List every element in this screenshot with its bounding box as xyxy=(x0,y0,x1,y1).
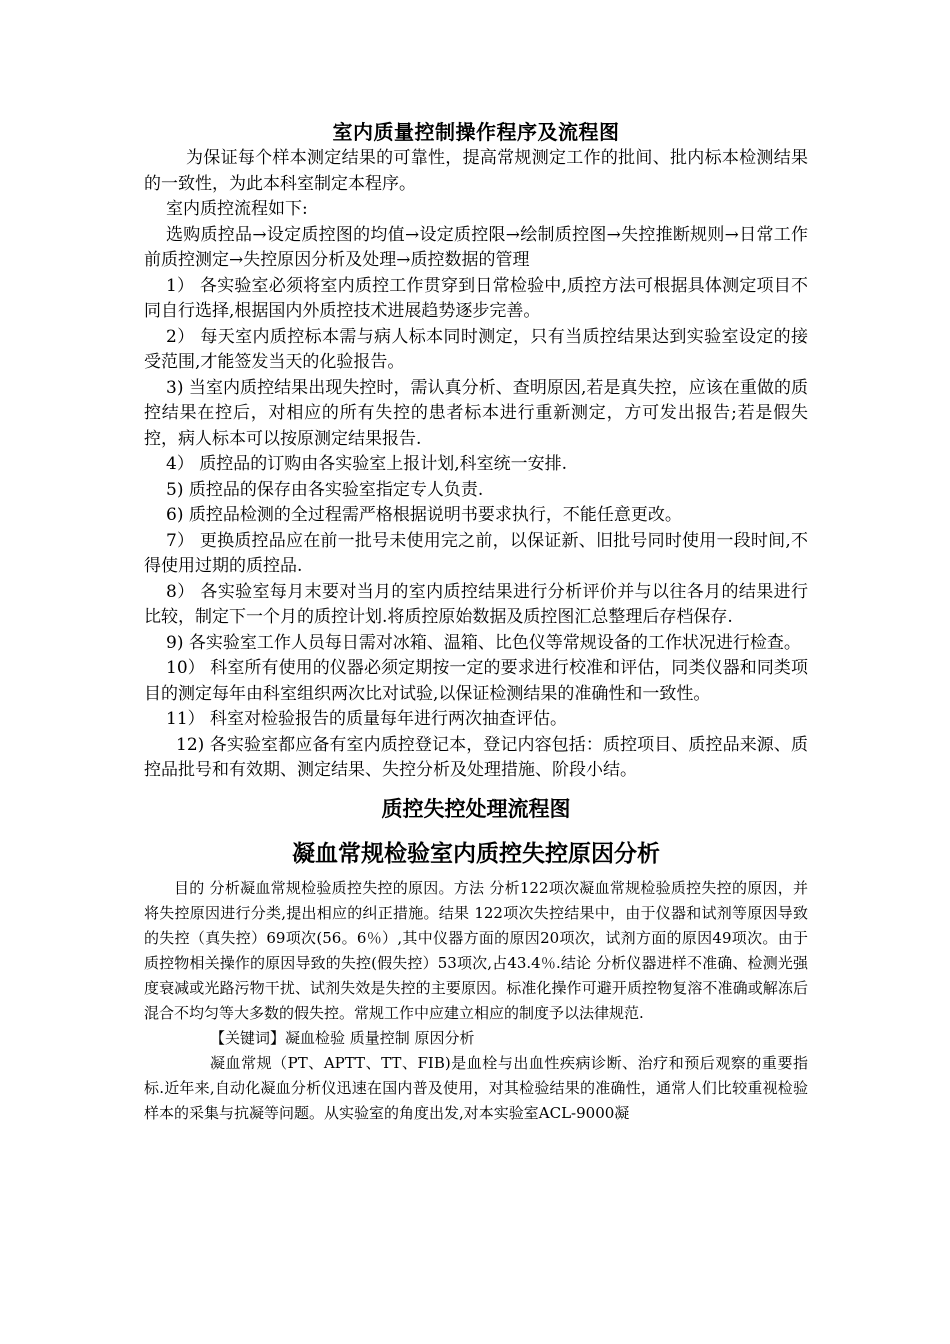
list-item: 12) 各实验室都应备有室内质控登记本，登记内容包括：质控项目、质控品来源、质控品批号和有效期、测定结果、失控分析及处理措施、阶段小结。 xyxy=(144,734,808,780)
list-item: 3) 当室内质控结果出现失控时，需认真分析、查明原因,若是真失控，应该在重做的质控结果在控后，对相应的所有失控的患者标本进行重新测定，方可发出报告;若是假失控，病人标本可以按原测定结果报告. xyxy=(144,377,808,449)
analysis-section xyxy=(144,876,808,1126)
document-page xyxy=(144,118,808,1126)
procedure-section xyxy=(144,146,808,784)
document-title: 室内质量控制操作程序及流程图 xyxy=(332,120,620,144)
list-item: 11） 科室对检验报告的质量每年进行两次抽查评估。 xyxy=(166,709,568,729)
list-item: 6) 质控品检测的全过程需严格根据说明书要求执行，不能任意更改。 xyxy=(166,505,682,525)
list-item: 8） 各实验室每月末要对当月的室内质控结果进行分析评价并与以往各月的结果进行比较，制定下一个月的质控计划.将质控原始数据及质控图汇总整理后存档保存. xyxy=(144,581,808,627)
list-item: 5) 质控品的保存由各实验室指定专人负责. xyxy=(166,479,484,500)
analysis-title: 凝血常规检验室内质控失控原因分析 xyxy=(292,839,660,867)
intro-paragraph: 为保证每个样本测定结果的可靠性，提高常规测定工作的批间、批内标本检测结果的一致性，为此本科室制定本程序。 xyxy=(144,148,808,194)
flowchart-title: 质控失控处理流程图 xyxy=(381,795,571,821)
flow-steps-paragraph: 选购质控品→设定质控图的均值→设定质控限→绘制质控图→失控推断规则→日常工作前质控测定→失控原因分析及处理→质控数据的管理 xyxy=(144,224,808,270)
list-item: 2） 每天室内质控标本需与病人标本同时测定，只有当质控结果达到实验室设定的接受范围,才能签发当天的化验报告。 xyxy=(144,326,808,372)
list-item: 4） 质控品的订购由各实验室上报计划,科室统一安排. xyxy=(166,454,568,474)
list-item: 9) 各实验室工作人员每日需对冰箱、温箱、比色仪等常规设备的工作状况进行检查。 xyxy=(166,632,801,653)
list-item: 1） 各实验室必须将室内质控工作贯穿到日常检验中,质控方法可根据具体测定项目不同自行选择,根据国内外质控技术进展趋势逐步完善。 xyxy=(144,275,808,321)
body-paragraph: 凝血常规（PT、APTT、TT、FIB)是血栓与出血性疾病诊断、治疗和预后观察的重要指标.近年来,自动化凝血分析仪迅速在国内普及使用，对其检验结果的准确性，通常人们比较重视检验样本的采集与抗凝等问题。从实验室的角度出发,对本实验室ACL-9000凝 xyxy=(144,1053,808,1122)
flow-label: 室内质控流程如下: xyxy=(166,199,308,219)
list-item: 7） 更换质控品应在前一批号未使用完之前，以保证新、旧批号同时使用一段时间,不得使用过期的质控品. xyxy=(144,530,808,576)
keywords-line: 【关键词】凝血检验 质量控制 原因分析 xyxy=(210,1028,475,1047)
abstract-paragraph: 目的 分析凝血常规检验质控失控的原因。方法 分析122项次凝血常规检验质控失控的原因，并将失控原因进行分类,提出相应的纠正措施。结果 122项次失控结果中，由于仪器和试剂等原因导致的失控（真失控）69项次(56。6％）,其中仪器方面的原因20项次，试剂方面的原因49项次。由于质控物相关操作的原因导致的失控(假失控）53项次,占43.4％.结论 分析仪器进样不准确、检测光强度衰减或光路污物干扰、试剂失效是失控的主要原因。标准化操作可避开质控物复溶不准确或解冻后混合不均匀等大多数的假失控。常规工作中应建立相应的制度予以法律规范. xyxy=(144,878,808,1022)
list-item: 10） 科室所有使用的仪器必须定期按一定的要求进行校准和评估，同类仪器和同类项目的测定每年由科室组织两次比对试验,以保证检测结果的准确性和一致性。 xyxy=(144,658,808,704)
